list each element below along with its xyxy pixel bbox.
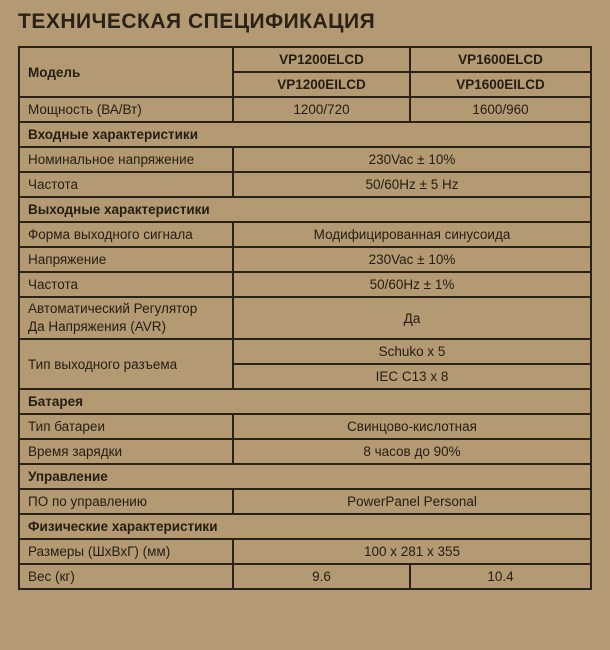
- output-socket-row: [19, 339, 591, 364]
- spec-value: Модифицированная синусоида: [233, 222, 591, 247]
- spec-value: 10.4: [410, 564, 591, 589]
- output-waveform-row: [19, 222, 591, 247]
- spec-value: IEC C13 x 8: [233, 364, 591, 389]
- spec-value: Свинцово-кислотная: [233, 414, 591, 439]
- spec-value: PowerPanel Personal: [233, 489, 591, 514]
- input-voltage-row: [19, 147, 591, 172]
- physical-weight-row: [19, 564, 591, 589]
- spec-value: 230Vac ± 10%: [233, 247, 591, 272]
- model-b1: VP1600ELCD: [410, 47, 591, 72]
- model-a1: VP1200ELCD: [233, 47, 410, 72]
- output-freq-row: [19, 272, 591, 297]
- spec-value: 50/60Hz ± 1%: [233, 272, 591, 297]
- section-battery: [19, 389, 591, 414]
- avr-label-line-2: Да Напряжения (AVR): [28, 319, 166, 334]
- page-title: ТЕХНИЧЕСКАЯ СПЕЦИФИКАЦИЯ: [18, 10, 376, 33]
- output-voltage-row: [19, 247, 591, 272]
- section-heading: Батарея: [19, 389, 591, 414]
- section-heading: Входные характеристики: [19, 122, 591, 147]
- spec-label: [19, 297, 233, 339]
- model-a2: VP1200EILCD: [233, 72, 410, 97]
- spec-label: Тип батареи: [19, 414, 233, 439]
- spec-label: Тип выходного разъема: [19, 339, 233, 389]
- spec-value: Да: [233, 297, 591, 339]
- input-freq-row: [19, 172, 591, 197]
- power-a: 1200/720: [233, 97, 410, 122]
- spec-value: 8 часов до 90%: [233, 439, 591, 464]
- spec-label: Номинальное напряжение: [19, 147, 233, 172]
- spec-label: Размеры (ШхВхГ) (мм): [19, 539, 233, 564]
- spec-value: Schuko x 5: [233, 339, 591, 364]
- avr-label-line-1: Автоматический Регулятор: [28, 301, 198, 316]
- section-physical: [19, 514, 591, 539]
- model-b2: VP1600EILCD: [410, 72, 591, 97]
- section-management: [19, 464, 591, 489]
- spec-label: ПО по управлению: [19, 489, 233, 514]
- spec-value: 100 x 281 x 355: [233, 539, 591, 564]
- spec-label: Время зарядки: [19, 439, 233, 464]
- power-b: 1600/960: [410, 97, 591, 122]
- spec-value: 230Vac ± 10%: [233, 147, 591, 172]
- spec-label: Частота: [19, 172, 233, 197]
- spec-label: Форма выходного сигнала: [19, 222, 233, 247]
- section-output: [19, 197, 591, 222]
- model-row: [19, 47, 591, 72]
- model-label: Модель: [19, 47, 233, 97]
- spec-label: Частота: [19, 272, 233, 297]
- output-avr-row: [19, 297, 591, 339]
- spec-label: Вес (кг): [19, 564, 233, 589]
- section-input: [19, 122, 591, 147]
- battery-type-row: [19, 414, 591, 439]
- section-heading: Физические характеристики: [19, 514, 591, 539]
- physical-dims-row: [19, 539, 591, 564]
- battery-charge-row: [19, 439, 591, 464]
- power-row: [19, 97, 591, 122]
- spec-value: 50/60Hz ± 5 Hz: [233, 172, 591, 197]
- spec-value: 9.6: [233, 564, 410, 589]
- management-software-row: [19, 489, 591, 514]
- power-label: Мощность (ВА/Вт): [19, 97, 233, 122]
- section-heading: Выходные характеристики: [19, 197, 591, 222]
- spec-table: [18, 46, 592, 590]
- spec-label: Напряжение: [19, 247, 233, 272]
- section-heading: Управление: [19, 464, 591, 489]
